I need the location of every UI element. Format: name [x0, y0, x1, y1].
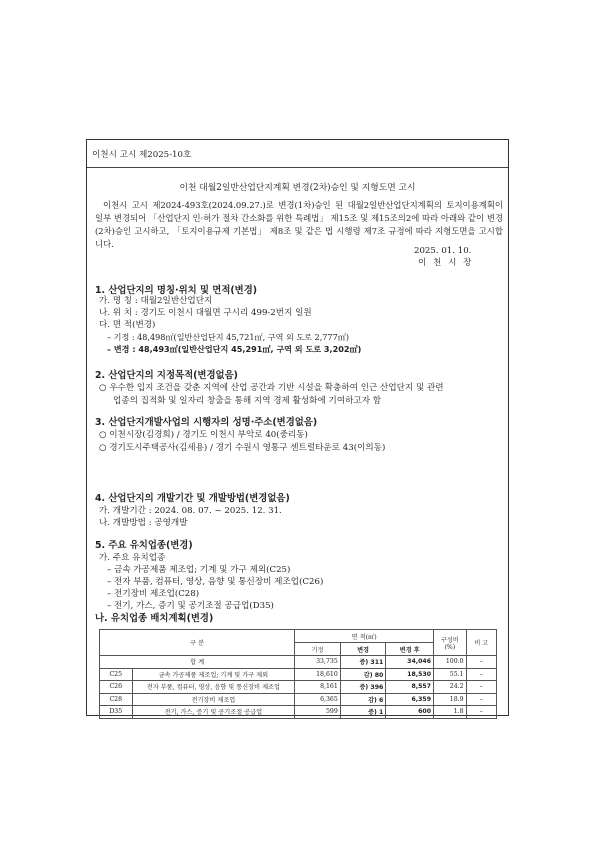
industry-item: – 금속 가공제품 제조업; 기계 및 가구 제외(C25) [107, 565, 291, 575]
section-2-line2: 업종의 집적화 및 일자리 창출을 통해 지역 경제 활성화에 기여하고자 함 [113, 396, 382, 406]
cell-note: – [466, 706, 496, 719]
allocation-table [99, 629, 497, 719]
header-after: 변경 후 [386, 643, 434, 656]
header-existing: 기정 [295, 643, 341, 656]
issuer: 이 천 시 장 [418, 258, 474, 268]
section-1-area-new: – 변경 : 48,493㎡(일반산업단지 45,291㎡, 구역 외 도로 3,202㎡) [107, 344, 362, 354]
section-3-line1: ○ 이천시장(김경희) / 경기도 이천시 부악로 40(중리동) [99, 430, 308, 440]
plan-heading: 나. 유치업종 배치계획(변경) [95, 613, 214, 624]
section-1-area: 다. 면 적(변경) [99, 320, 156, 330]
cell-change: 증) 311 [340, 656, 386, 669]
table-row [100, 693, 497, 706]
cell-note: – [466, 681, 496, 694]
cell-after: 600 [386, 706, 434, 719]
industry-item: – 전기장비 제조업(C28) [107, 589, 200, 599]
cell-after: 34,046 [386, 656, 434, 669]
cell-existing: 599 [295, 706, 341, 719]
table-row [100, 681, 497, 694]
intro-paragraph: 이천시 고시 제2024-493호(2024.09.27.)로 변경(1차)승인 된 대월2일반산업단지계획의 토지이용계획이 일부 변경되어 「산업단지 인·허가 절차 간소화를 위한 특례법」 제15조 및 제15조의2에 따라 아래와 같이 변경(2차)승인 고시하고, 「토지이용규제 기본법」 제8조 및 같은 법 시행령 제7조 규정에 따라 지형도면을 고시합니다. [95, 200, 503, 249]
cell-industry: 금속 가공제품 제조업; 기계 및 가구 제외 [132, 668, 295, 681]
cell-code: C26 [100, 681, 133, 694]
table-row [100, 706, 497, 719]
notice-date: 2025. 01. 10. [414, 246, 472, 256]
cell-code: D35 [100, 706, 133, 719]
cell-note: – [466, 668, 496, 681]
header-note: 비 고 [466, 630, 496, 656]
cell-existing: 18,610 [295, 668, 341, 681]
cell-change: 증) 396 [340, 681, 386, 694]
cell-change: 감) 6 [340, 693, 386, 706]
cell-ratio: 18.9 [434, 693, 467, 706]
section-2-line1: ○ 우수한 입지 조건을 갖춘 지역에 산업 공간과 기반 시설을 확충하여 인근 산업단지 및 관련 [99, 383, 444, 393]
header-change: 변경 [340, 643, 386, 656]
cell-industry: 전기장비 제조업 [132, 693, 295, 706]
table-header-row [100, 630, 497, 643]
industry-item: – 전자 부품, 컴퓨터, 영상, 음향 및 통신장비 제조업(C26) [107, 577, 324, 587]
section-1-name: 가. 명 칭 : 대월2일반산업단지 [99, 296, 213, 306]
notice-title: 이천 대월2일반산업단지계획 변경(2차)승인 및 지형도면 고시 [179, 183, 416, 193]
row-label: 합 계 [100, 656, 295, 669]
cell-code: C28 [100, 693, 133, 706]
cell-ratio: 1.8 [434, 706, 467, 719]
cell-ratio: 55.1 [434, 668, 467, 681]
section-4-method: 나. 개발방법 : 공영개발 [99, 518, 188, 528]
cell-after: 8,557 [386, 681, 434, 694]
section-4-heading: 4. 산업단지의 개발기간 및 개발방법(변경없음) [95, 493, 290, 504]
table-row [100, 656, 497, 669]
section-1-heading: 1. 산업단지의 명칭·위치 및 면적(변경) [95, 285, 258, 296]
header-area: 면 적(㎡) [295, 630, 434, 643]
section-1-location: 나. 위 치 : 경기도 이천시 대월면 구시리 499-2번지 일원 [99, 308, 312, 318]
cell-existing: 8,161 [295, 681, 341, 694]
header-category: 구 분 [100, 630, 295, 656]
cell-code: C25 [100, 668, 133, 681]
header-divider [87, 167, 508, 168]
section-3-line2: ○ 경기도시주택공사(김세용) / 경기 수원시 영통구 센트럴타운로 43(이의동) [99, 443, 386, 453]
cell-after: 18,530 [386, 668, 434, 681]
cell-change: 증) 1 [340, 706, 386, 719]
cell-after: 6,359 [386, 693, 434, 706]
section-1-area-old: – 기정 : 48,498㎡(일반산업단지 45,721㎡, 구역 외 도로 2,777㎡) [107, 332, 349, 342]
cell-existing: 33,735 [295, 656, 341, 669]
section-4-period: 가. 개발기간 : 2024. 08. 07. ~ 2025. 12. 31. [99, 506, 282, 516]
industry-item: – 전기, 가스, 증기 및 공기조절 공급업(D35) [107, 601, 274, 611]
cell-change: 감) 80 [340, 668, 386, 681]
notice-number: 이천시 고시 제2025-10호 [92, 150, 192, 160]
cell-ratio: 100.0 [434, 656, 467, 669]
cell-industry: 전기, 가스, 증기 및 공기조절 공급업 [132, 706, 295, 719]
cell-note: – [466, 656, 496, 669]
table-row [100, 668, 497, 681]
cell-industry: 전자 부품, 컴퓨터, 영상, 음향 및 통신장비 제조업 [132, 681, 295, 694]
header-ratio: 구성비 (%) [434, 630, 467, 656]
section-3-heading: 3. 산업단지개발사업의 시행자의 성명·주소(변경없음) [95, 417, 318, 428]
section-5-sub: 가. 주요 유치업종 [99, 553, 166, 563]
section-2-heading: 2. 산업단지의 지정목적(변경없음) [95, 370, 238, 381]
cell-existing: 6,365 [295, 693, 341, 706]
notice-frame [86, 139, 509, 716]
cell-note: – [466, 693, 496, 706]
cell-ratio: 24.2 [434, 681, 467, 694]
section-5-heading: 5. 주요 유치업종(변경) [95, 540, 193, 551]
